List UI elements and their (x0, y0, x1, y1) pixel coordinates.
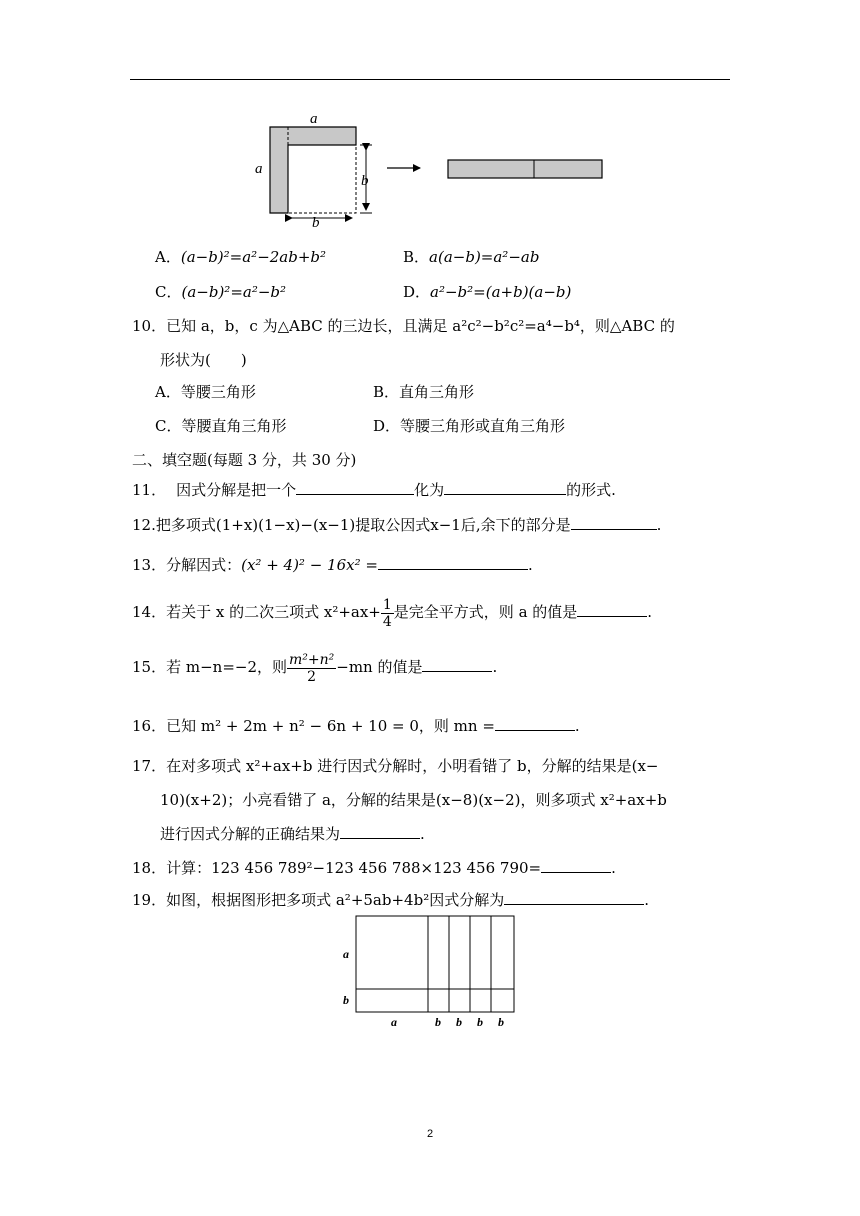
q10-option-b: B．直角三角形 (373, 383, 475, 401)
q16-blank[interactable] (495, 716, 575, 731)
q10-line2: 形状为( ) (160, 351, 247, 369)
q17-line2: 10)(x+2)；小亮看错了 a，分解的结果是(x−8)(x−2)，则多项式 x²+ax+b (160, 791, 667, 809)
q14-blank[interactable] (577, 602, 647, 617)
dashed-square (288, 145, 356, 213)
q14-fraction: $\frac{1}{4}$ (382, 596, 392, 630)
l-shape-gray (270, 127, 356, 213)
page-number: 2 (426, 1128, 434, 1140)
q9-option-d: D．a²−b²=(a+b)(a−b) (403, 283, 572, 301)
figure-q9 (250, 110, 610, 230)
fig19-left-label-a: a (343, 947, 349, 961)
fig19-left-label-b: b (343, 993, 349, 1007)
q18-blank[interactable] (541, 858, 611, 873)
q10-option-a: A．等腰三角形 (155, 383, 256, 401)
q9-option-b: B．a(a−b)=a²−ab (403, 248, 540, 266)
fig19-bottom-label-a: a (391, 1015, 397, 1029)
q19: 19．如图，根据图形把多项式 a²+5ab+4b²因式分解为 . (132, 891, 649, 909)
q9-option-c: C．(a−b)²=a²−b² (155, 283, 287, 301)
q11-blank-2[interactable] (444, 480, 566, 495)
q19-blank[interactable] (504, 890, 644, 905)
q15-blank[interactable] (422, 657, 492, 672)
q10-line1: 10．已知 a，b，c 为△ABC 的三边长，且满足 a²c²−b²c²=a⁴−b⁴，则△ABC 的 (132, 317, 675, 335)
result-rectangle (448, 160, 602, 178)
fig19-bottom-label-b3: b (477, 1015, 483, 1029)
fig19-bottom-label-b4: b (498, 1015, 504, 1029)
q18: 18．计算：123 456 789²−123 456 788×123 456 790= . (132, 859, 616, 877)
q10-option-c: C．等腰直角三角形 (155, 417, 287, 435)
figure-q19 (336, 912, 526, 1032)
q15-fraction: $\frac{\text{m²+n²}}{2}$ (289, 651, 335, 685)
fig19-bottom-label-b1: b (435, 1015, 441, 1029)
label-a-left: a (255, 161, 263, 177)
q17-line1: 17．在对多项式 x²+ax+b 进行因式分解时，小明看错了 b，分解的结果是(x− (132, 757, 659, 775)
q10-option-d: D．等腰三角形或直角三角形 (373, 417, 566, 435)
header-rule (130, 79, 730, 80)
q12-blank[interactable] (571, 515, 657, 530)
fig19-bottom-label-b2: b (456, 1015, 462, 1029)
label-b-right: b (361, 173, 369, 189)
q16: 16．已知 m² + 2m + n² − 6n + 10 = 0，则 mn = . (132, 717, 580, 735)
q11: 11． 因式分解是把一个 化为 的形式. (132, 481, 616, 499)
q11-blank-1[interactable] (296, 480, 414, 495)
q13-blank[interactable] (378, 555, 528, 570)
q17-blank[interactable] (340, 824, 420, 839)
label-a-top: a (310, 111, 318, 127)
q12: 12.把多项式(1+x)(1−x)−(x−1)提取公因式x−1后,余下的部分是 . (132, 516, 662, 534)
q13: 13．分解因式：(x² + 4)² − 16x² = . (132, 556, 533, 574)
q14: 14．若关于 x 的二次三项式 x²+ax+ $\frac{1}{4}$ 是完全平方式，则 a 的值是 . (132, 596, 653, 630)
q9-option-a: A．(a−b)²=a²−2ab+b² (155, 248, 327, 266)
section-heading: 二、填空题(每题 3 分，共 30 分) (132, 451, 357, 469)
label-b-bottom: b (312, 215, 320, 230)
q15: 15．若 m−n=−2，则 $\frac{\text{m²+n²}}{2}$ −mn 的值是 . (132, 651, 498, 685)
q17-line3: 进行因式分解的正确结果为 . (160, 825, 425, 843)
